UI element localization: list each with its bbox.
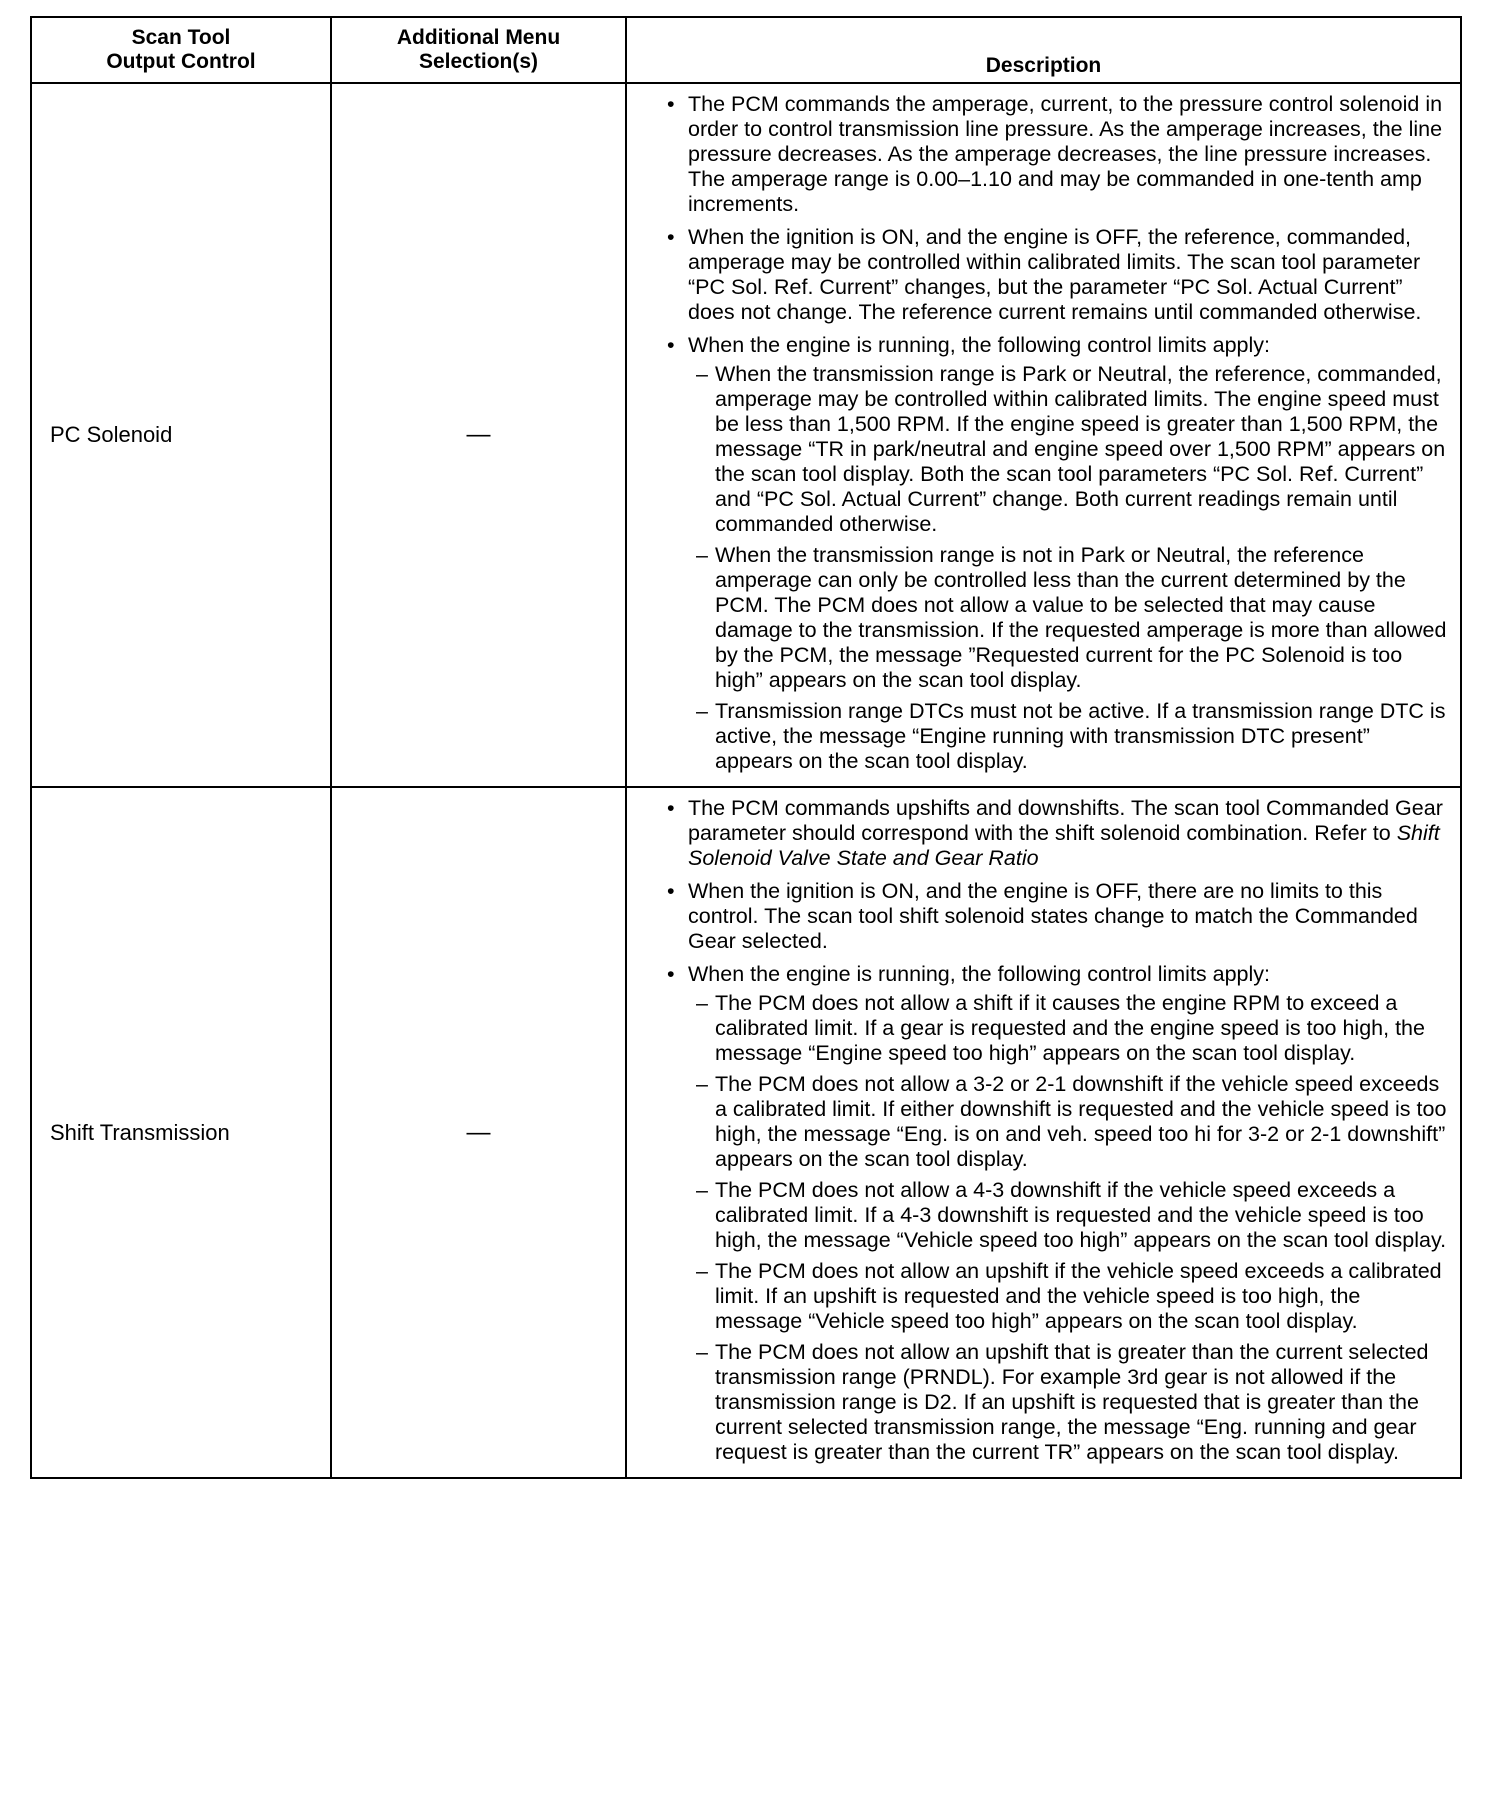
bullet-item-text: The PCM commands upshifts and downshifts. The scan tool Commanded Gear parameter should correspond with the shift solenoid combination. Refer to (688, 796, 1443, 845)
sub-item-list (688, 991, 1452, 1465)
description-bullets (667, 92, 1452, 774)
sub-item-list (688, 362, 1452, 774)
header-additional-menu-selections (331, 17, 626, 83)
header-menu-line1: Additional Menu (396, 25, 561, 49)
bullet-item-text: When the engine is running, the following control limits apply: (688, 333, 1271, 357)
menu-selection-cell: — (331, 83, 626, 787)
sub-item: – The PCM does not allow an upshift that is greater than the current selected transmission range (PRNDL). For example 3rd gear is not allowed if the transmission range is D2. If an upshift is requested that is greater than the current selected transmission range, the message “Eng. running and gear request is greater than the current TR” appears on the scan tool display. (696, 1340, 1452, 1465)
table-row-pc-solenoid (31, 83, 1461, 787)
control-name-cell: PC Solenoid (31, 83, 331, 787)
bullet-item-text: When the engine is running, the following control limits apply: (688, 962, 1271, 986)
description-bullets (667, 796, 1452, 1465)
description-cell (626, 787, 1461, 1478)
control-name-cell: Shift Transmission (31, 787, 331, 1478)
sub-item: – When the transmission range is Park or Neutral, the reference, commanded, amperage may be controlled within calibrated limits. The engine speed must be less than 1,500 RPM. If the engine speed is greater than 1,500 RPM, the message “TR in park/neutral and engine speed over 1,500 RPM” appears on the scan tool display. Both the scan tool parameters “PC Sol. Ref. Current” and “PC Sol. Actual Current” change. Both current readings remain until commanded otherwise. (696, 362, 1452, 537)
header-control-line2: Output Control (106, 50, 256, 73)
header-row (31, 17, 1461, 83)
sub-item: – The PCM does not allow a 4-3 downshift if the vehicle speed exceeds a calibrated limit. If a 4-3 downshift is requested and the vehicle speed is too high, the message “Vehicle speed too high” appears on the scan tool display. (696, 1178, 1452, 1253)
menu-selection-cell: — (331, 787, 626, 1478)
bullet-item: • When the ignition is ON, and the engine is OFF, the reference, commanded, amperage may be controlled within calibrated limits. The scan tool parameter “PC Sol. Ref. Current” changes, but the parameter “PC Sol. Actual Current” does not change. The reference current remains until commanded otherwise. (667, 225, 1452, 325)
bullet-item: • The PCM commands the amperage, current, to the pressure control solenoid in order to control transmission line pressure. As the amperage increases, the line pressure decreases. As the amperage decreases, the line pressure increases. The amperage range is 0.00–1.10 and may be commanded in one-tenth amp increments. (667, 92, 1452, 217)
header-scan-tool-output-control (31, 17, 331, 83)
bullet-item-with-subitems (667, 333, 1452, 774)
header-description: Description (626, 17, 1461, 83)
sub-item: – The PCM does not allow an upshift if the vehicle speed exceeds a calibrated limit. If an upshift is requested and the vehicle speed is too high, the message “Vehicle speed too high” appears on the scan tool display. (696, 1259, 1452, 1334)
header-control-line1: Scan Tool (131, 25, 231, 49)
sub-item: – Transmission range DTCs must not be active. If a transmission range DTC is active, the message “Engine running with transmission DTC present” appears on the scan tool display. (696, 699, 1452, 774)
sub-item: – The PCM does not allow a 3-2 or 2-1 downshift if the vehicle speed exceeds a calibrated limit. If either downshift is requested and the vehicle speed is too high, the message “Eng. is on and veh. speed too hi for 3-2 or 2-1 downshift” appears on the scan tool display. (696, 1072, 1452, 1172)
output-control-table (30, 16, 1462, 1479)
bullet-item (667, 796, 1452, 871)
sub-item: – When the transmission range is not in Park or Neutral, the reference amperage can only be controlled less than the current determined by the PCM. The PCM does not allow a value to be selected that may cause damage to the transmission. If the requested amperage is more than allowed by the PCM, the message ”Requested current for the PC Solenoid is too high” appears on the scan tool display. (696, 543, 1452, 693)
header-menu-line2: Selection(s) (418, 50, 539, 73)
description-cell (626, 83, 1461, 787)
bullet-item: • When the ignition is ON, and the engine is OFF, there are no limits to this control. The scan tool shift solenoid states change to match the Commanded Gear selected. (667, 879, 1452, 954)
table-row-shift-transmission (31, 787, 1461, 1478)
cross-reference: Shift Solenoid Valve State and Gear Ratio (688, 821, 1440, 870)
sub-item: – The PCM does not allow a shift if it causes the engine RPM to exceed a calibrated limit. If a gear is requested and the engine speed is too high, the message “Engine speed too high” appears on the scan tool display. (696, 991, 1452, 1066)
bullet-item-with-subitems (667, 962, 1452, 1465)
